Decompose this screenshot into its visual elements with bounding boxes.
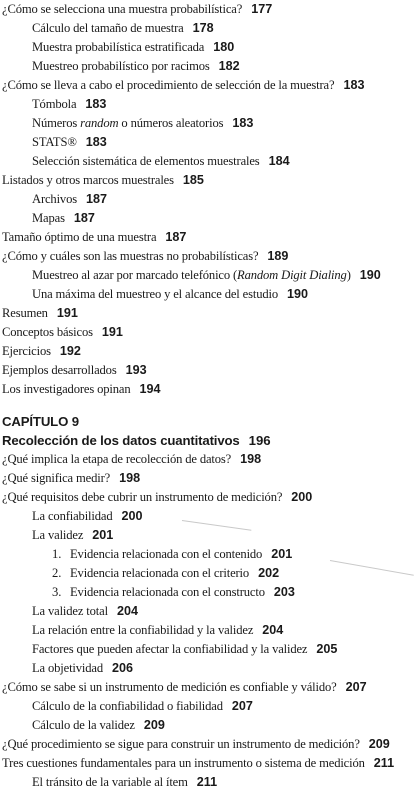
toc-page-number: 187 [165, 230, 187, 244]
toc-entry [0, 583, 419, 602]
toc-entry [0, 526, 419, 545]
toc-entry [0, 57, 419, 76]
chapter-title [0, 431, 419, 450]
toc-entry [0, 171, 419, 190]
toc-page-number: 198 [240, 452, 262, 466]
toc-page-number: 180 [213, 40, 235, 54]
toc-entry [0, 228, 419, 247]
toc-page-number: 207 [231, 699, 253, 713]
toc-page-number: 198 [119, 471, 141, 485]
toc-entry [0, 152, 419, 171]
toc-entry [0, 0, 419, 19]
toc-page-number: 193 [125, 363, 147, 377]
toc-page-number: 187 [85, 192, 107, 206]
chapter-label [0, 412, 419, 431]
toc-entry-title: Muestreo probabilístico por racimos [32, 59, 210, 73]
toc-entry-title: Evidencia relacionada con el criterio [70, 566, 250, 580]
toc-entry-title: La relación entre la confiabilidad y la validez [32, 623, 254, 637]
toc-entry-title: ¿Qué procedimiento se sigue para construir un instrumento de medición? [2, 737, 360, 751]
toc-entry-title: Archivos [32, 192, 77, 206]
toc-page-number: 204 [262, 623, 284, 637]
toc-page-number: 183 [232, 116, 254, 130]
toc-page-number: 182 [218, 59, 240, 73]
toc-page-number: 184 [268, 154, 290, 168]
toc-entry-title: Selección sistemática de elementos muestrales [32, 154, 260, 168]
toc-page-number: 201 [92, 528, 114, 542]
toc-page-number: 211 [196, 775, 218, 789]
toc-entry [0, 266, 419, 285]
toc-entry [0, 602, 419, 621]
toc-entry-number: 2. [52, 566, 62, 580]
toc-entry [0, 716, 419, 735]
toc-entry-title: ¿Qué implica la etapa de recolección de datos? [2, 452, 232, 466]
toc-entry-title: Cálculo de la validez [32, 718, 135, 732]
toc-entry-title: Ejemplos desarrollados [2, 363, 117, 377]
toc-entry-title: ¿Cómo se sabe si un instrumento de medición es confiable y válido? [2, 680, 337, 694]
toc-entry [0, 380, 419, 399]
toc-page-number: 190 [359, 268, 381, 282]
toc-entry [0, 323, 419, 342]
toc-entry [0, 735, 419, 754]
toc-entry-title: Tamaño óptimo de una muestra [2, 230, 157, 244]
toc-entry-title: El tránsito de la variable al ítem [32, 775, 188, 789]
toc-page-number: 183 [343, 78, 365, 92]
toc-entry [0, 621, 419, 640]
toc-entry [0, 488, 419, 507]
toc-page-number: 200 [291, 490, 313, 504]
toc-entry [0, 209, 419, 228]
toc-entry [0, 95, 419, 114]
toc-page-number: 205 [316, 642, 338, 656]
toc-entry-title: Cálculo del tamaño de muestra [32, 21, 184, 35]
toc-entry [0, 114, 419, 133]
toc-entry [0, 450, 419, 469]
toc-entry [0, 361, 419, 380]
toc-entry [0, 19, 419, 38]
toc-entry-title: La validez total [32, 604, 108, 618]
toc-entry-title: Mapas [32, 211, 65, 225]
toc-entry-title: La confiabilidad [32, 509, 113, 523]
toc-entry-title: Evidencia relacionada con el contenido [70, 547, 263, 561]
toc-page-number: 192 [59, 344, 81, 358]
toc-entry-number: 3. [52, 585, 62, 599]
toc-page-number: 209 [368, 737, 390, 751]
toc-page-number: 203 [273, 585, 295, 599]
toc-entry [0, 754, 419, 773]
toc-page-number: 183 [85, 97, 107, 111]
toc-entry-title: Ejercicios [2, 344, 51, 358]
toc-entry [0, 659, 419, 678]
toc-entry [0, 285, 419, 304]
toc-entry-title: Muestreo al azar por marcado telefónico (Random Digit Dialing) [32, 268, 351, 282]
toc-entry [0, 469, 419, 488]
toc-entry-title: Conceptos básicos [2, 325, 93, 339]
toc-entry-title: Factores que pueden afectar la confiabilidad y la validez [32, 642, 308, 656]
toc-page-number: 177 [251, 2, 273, 16]
toc-entry-title: Los investigadores opinan [2, 382, 131, 396]
toc-entry-title: La objetividad [32, 661, 103, 675]
toc-page-number: 207 [345, 680, 367, 694]
toc-entry-title: ¿Cómo y cuáles son las muestras no probabilísticas? [2, 249, 259, 263]
toc-page-number: 191 [56, 306, 78, 320]
toc-entry-title: Tres cuestiones fundamentales para un instrumento o sistema de medición [2, 756, 365, 770]
toc-page-number: 206 [112, 661, 134, 675]
toc-page-number: 209 [143, 718, 165, 732]
toc-page-number: 183 [85, 135, 107, 149]
toc-entry [0, 133, 419, 152]
toc-entry-title: Recolección de los datos cuantitativos [2, 433, 240, 448]
toc-entry-title: Listados y otros marcos muestrales [2, 173, 174, 187]
toc-entry-title: ¿Qué requisitos debe cubrir un instrumento de medición? [2, 490, 283, 504]
toc-page-number: 191 [101, 325, 123, 339]
toc-entry-title: Muestra probabilística estratificada [32, 40, 205, 54]
toc-entry-title: Resumen [2, 306, 48, 320]
toc-entry [0, 190, 419, 209]
toc-entry-number: 1. [52, 547, 62, 561]
toc-entry [0, 773, 419, 792]
toc-entry [0, 38, 419, 57]
toc-page-number: 194 [139, 382, 161, 396]
toc-entry-title: La validez [32, 528, 84, 542]
toc-entry-title: STATS® [32, 135, 77, 149]
toc-entry [0, 697, 419, 716]
toc-entry [0, 76, 419, 95]
toc-page-number: 204 [116, 604, 138, 618]
toc-page-number: 190 [286, 287, 308, 301]
toc-page-number: 200 [121, 509, 143, 523]
toc-entry-title: Una máxima del muestreo y el alcance del estudio [32, 287, 278, 301]
toc-entry-title: ¿Cómo se selecciona una muestra probabilística? [2, 2, 243, 16]
toc-entry-title: Evidencia relacionada con el constructo [70, 585, 265, 599]
toc-entry [0, 545, 419, 564]
toc-page-number: 187 [73, 211, 95, 225]
toc-entry [0, 247, 419, 266]
toc-entry [0, 564, 419, 583]
toc-entry [0, 640, 419, 659]
toc-entry-title: ¿Cómo se lleva a cabo el procedimiento de selección de la muestra? [2, 78, 335, 92]
toc-page-number: 178 [192, 21, 214, 35]
toc-page-number: 201 [271, 547, 293, 561]
toc-entry-title: CAPÍTULO 9 [2, 414, 79, 429]
toc-entry [0, 342, 419, 361]
toc-entry [0, 304, 419, 323]
toc-entry [0, 678, 419, 697]
toc-entry-title: Tómbola [32, 97, 77, 111]
toc-page-number: 185 [182, 173, 204, 187]
toc-page-number: 189 [267, 249, 289, 263]
toc-entry-title: ¿Qué significa medir? [2, 471, 111, 485]
toc-page-number: 202 [258, 566, 280, 580]
toc-entry-title: Números random o números aleatorios [32, 116, 224, 130]
toc-page-number: 196 [248, 433, 271, 448]
toc-page-number: 211 [373, 756, 395, 770]
toc-entry-title: Cálculo de la confiabilidad o fiabilidad [32, 699, 223, 713]
